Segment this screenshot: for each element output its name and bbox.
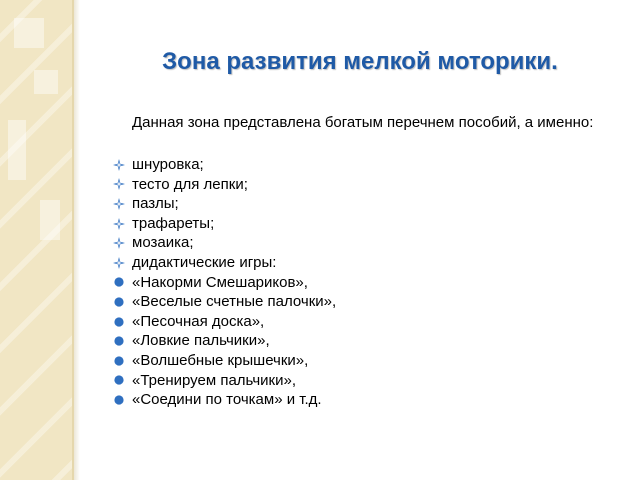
list-item-text: «Тренируем пальчики»,	[132, 371, 297, 389]
list-item	[112, 371, 612, 391]
round-bullet-icon	[112, 351, 126, 371]
slide-title: Зона развития мелкой моторики.	[162, 48, 558, 75]
list-item	[112, 292, 612, 312]
round-bullet-icon	[112, 390, 126, 410]
list-item	[112, 351, 612, 371]
list-item-text: мозаика;	[132, 234, 194, 252]
band-square	[14, 18, 44, 48]
diamond-bullet-icon	[112, 194, 126, 214]
band-square	[40, 200, 60, 240]
list-item-text: дидактические игры:	[132, 253, 277, 271]
list-item	[112, 273, 612, 293]
diamond-bullet-icon	[112, 233, 126, 253]
round-bullet-icon	[112, 292, 126, 312]
list-item-text: пазлы;	[132, 195, 179, 213]
diamond-bullet-icon	[112, 214, 126, 234]
list-item	[112, 312, 612, 332]
item-list	[112, 155, 612, 410]
band-square	[34, 70, 58, 94]
decorative-left-band	[0, 0, 72, 480]
intro-paragraph: Данная зона представлена богатым перечнем пособий, а именно:	[132, 114, 594, 131]
round-bullet-icon	[112, 312, 126, 332]
list-item-text: трафареты;	[132, 214, 215, 232]
list-item-text: «Волшебные крышечки»,	[132, 351, 309, 369]
round-bullet-icon	[112, 273, 126, 293]
list-item-text: «Соедини по точкам» и т.д.	[132, 391, 322, 409]
list-item-text: «Веселые счетные палочки»,	[132, 293, 337, 311]
list-item	[112, 155, 612, 175]
round-bullet-icon	[112, 371, 126, 391]
list-item	[112, 194, 612, 214]
round-bullet-icon	[112, 331, 126, 351]
list-item	[112, 331, 612, 351]
list-item	[112, 214, 612, 234]
list-item-text: «Накорми Смешариков»,	[132, 273, 308, 291]
list-item-text: шнуровка;	[132, 156, 204, 173]
diamond-bullet-icon	[112, 155, 126, 175]
list-item-text: «Ловкие пальчики»,	[132, 332, 270, 350]
band-square	[8, 120, 26, 180]
diamond-bullet-icon	[112, 253, 126, 273]
list-item	[112, 390, 612, 410]
list-item	[112, 253, 612, 273]
list-item	[112, 175, 612, 195]
diamond-bullet-icon	[112, 175, 126, 195]
list-item-text: «Песочная доска»,	[132, 312, 265, 330]
list-item-text: тесто для лепки;	[132, 175, 248, 193]
list-item	[112, 233, 612, 253]
